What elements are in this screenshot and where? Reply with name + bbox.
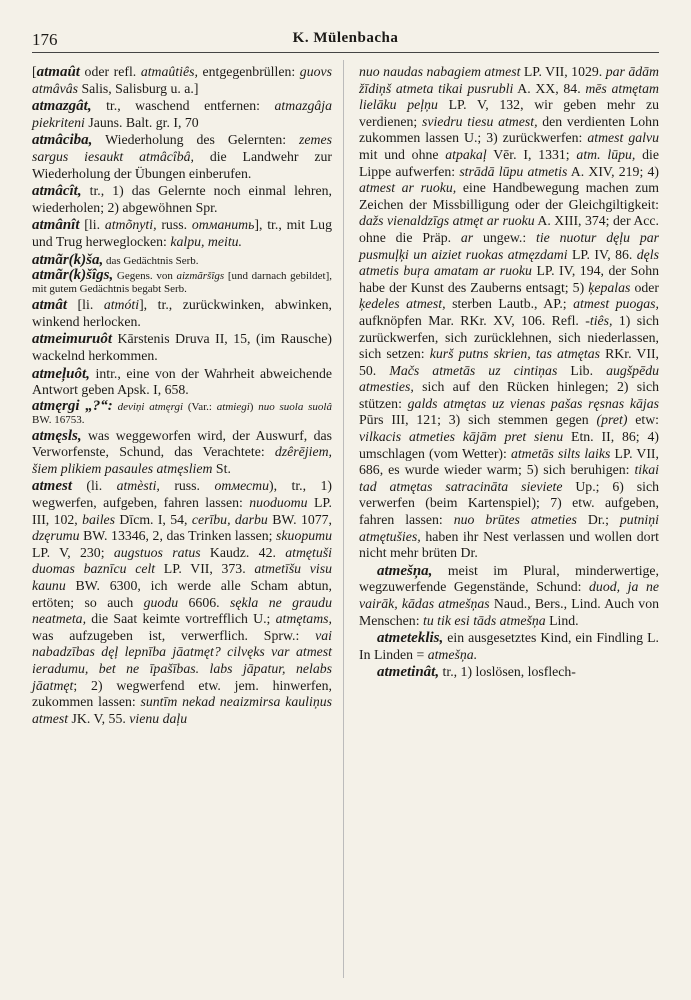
entry-text: [li. bbox=[67, 297, 104, 313]
entry-text: [ bbox=[32, 64, 37, 79]
entry-text: BW. 6300, ich werde alle Scham abtun, ertöten; so auch bbox=[32, 578, 332, 610]
entry-example: tie nuotur dęļu par pusmuļķi un aiziet ruokas atmęzdami bbox=[359, 229, 660, 262]
entry-example: zemes sargus iesaukt atmâcîbâ, bbox=[32, 132, 332, 164]
entry-text: Dīcm. I, 54, bbox=[115, 511, 192, 527]
entry-example: strādā lūpu atmetis bbox=[459, 163, 568, 179]
entry-example: bailes bbox=[82, 511, 116, 527]
entry-example: aizmãršîgs bbox=[176, 270, 225, 283]
entry-text: den verdienten Lohn zukommen lassen U.; 3) zurückwerfen: bbox=[359, 113, 659, 146]
entry-headword: atmazgât, bbox=[32, 98, 92, 115]
dictionary-entry bbox=[32, 183, 332, 216]
entry-example: atmętuši duomas baznīcu celt bbox=[32, 544, 332, 577]
entry-text: (li. bbox=[72, 478, 117, 494]
entry-example: atmazgâja piekriteni bbox=[32, 98, 332, 130]
entry-example: kurš putns skrien, tas atmętas bbox=[429, 346, 600, 362]
entry-text: LP. VII, 1029. bbox=[520, 64, 606, 79]
entry-example: par ādām žīdiņš atmeta tikai pusrubli bbox=[359, 64, 659, 96]
entry-text: Etn. II, 86; 4) umschlagen (vom Wetter): bbox=[359, 429, 660, 461]
entry-example: cerību, darbu bbox=[191, 511, 268, 527]
entry-headword: atmeteklis, bbox=[377, 630, 444, 647]
entry-text: LP. V, 132, wir geben mehr zu verdienen; bbox=[359, 97, 659, 129]
entry-headword: atmęrgi „?“: bbox=[32, 397, 113, 414]
entry-example: skuopumu bbox=[276, 528, 332, 544]
entry-text: LP. VII, 686, es wurde wieder warm; 5) sich beruhigen: bbox=[359, 445, 659, 478]
entry-headword: atmešņa, bbox=[377, 562, 433, 579]
entry-text: (Var.: bbox=[183, 400, 217, 413]
entry-example: nuo suola suolâ bbox=[258, 400, 332, 413]
entry-text: entgegenbrüllen: bbox=[197, 64, 300, 79]
left-column bbox=[32, 64, 332, 728]
entry-example: atmaûtiês, bbox=[140, 64, 198, 79]
entry-example: nuoduomu bbox=[249, 495, 308, 511]
entry-example: vienu daļu bbox=[129, 710, 188, 726]
entry-example: tikai tad atmętas satracināta sieviete bbox=[359, 462, 659, 494]
entry-text: mit und ohne bbox=[359, 146, 446, 162]
entry-text: Naud., Bers., Lind. Auch von Menschen: bbox=[359, 596, 659, 628]
entry-headword: atmetinât, bbox=[377, 664, 440, 681]
entry-headword: atmeimuruôt bbox=[32, 331, 113, 348]
entry-example: kalpu, meitu. bbox=[170, 233, 242, 249]
entry-text: Gegens. von bbox=[113, 270, 177, 283]
entry-example: atmętams, bbox=[275, 611, 332, 627]
entry-example: putniņi atmętušies, bbox=[359, 512, 659, 544]
entry-text: tr., waschend entfernen: bbox=[91, 98, 275, 114]
entry-example: atmóti bbox=[103, 297, 140, 313]
entry-example: отмести bbox=[214, 478, 270, 494]
entry-example: duod, ja ne vairāk, kādas atmešņas bbox=[359, 579, 660, 611]
entry-text: LP. V, 230; bbox=[32, 544, 114, 560]
entry-text: russ. bbox=[156, 217, 192, 233]
dictionary-entry bbox=[32, 428, 332, 478]
entry-text: 1) sich zurückwerfen, sich zurücklehnen, sich niederlassen, sich setzen: bbox=[359, 312, 659, 362]
entry-headword: atmãr(k)šîgs, bbox=[32, 267, 114, 284]
entry-text: Lind. bbox=[545, 612, 579, 628]
entry-example: atpakaļ bbox=[445, 146, 487, 162]
entry-example: augšpēdu atmesties, bbox=[359, 362, 659, 395]
entry-text: JK. V, 55. bbox=[68, 710, 130, 726]
entry-text: BW. 13346, 2, das Trinken lassen; bbox=[79, 528, 277, 544]
entry-text: Kaudz. 42. bbox=[200, 544, 286, 560]
entry-example: ar bbox=[460, 229, 474, 245]
text-columns bbox=[32, 64, 659, 728]
entry-text: Dr.; bbox=[576, 512, 620, 528]
entry-example: Mačs atmetās uz cintiņas bbox=[389, 362, 558, 378]
entry-text: russ. bbox=[159, 478, 215, 494]
entry-example: sviedru tiesu atmest, bbox=[421, 113, 538, 129]
entry-text: ) bbox=[249, 400, 259, 413]
entry-text: A. XIV, 219; 4) bbox=[567, 163, 659, 179]
dictionary-entry bbox=[32, 366, 332, 399]
entry-example: tu tik esi tāds atmešņa bbox=[423, 612, 546, 628]
dictionary-entry bbox=[359, 630, 659, 663]
entry-text: ein ausgesetztes Kind, ein Findling L. In Linden = bbox=[359, 630, 659, 662]
entry-text: was weggeworfen wird, der Auswurf, das Verworfenste, Schund, das Verachtete: bbox=[32, 427, 332, 460]
entry-headword: atmaût bbox=[36, 64, 80, 80]
entry-text: A. XIII, 374; der Acc. ohne die Präp. bbox=[359, 213, 659, 245]
entry-text: Kārstenis Druva II, 15, (im Rausche) wackelnd herkommen. bbox=[32, 331, 332, 363]
entry-text: LP. III, 102, bbox=[32, 495, 332, 527]
dictionary-entry bbox=[32, 269, 332, 296]
entry-example: suntīm nekad neaizmirsa kauliņus atmest bbox=[32, 694, 332, 726]
entry-text: oder bbox=[630, 279, 659, 295]
entry-example: mēs atmętam lielāku peļņu bbox=[359, 80, 659, 113]
entry-example: dažs vienaldzīgs atmęt ar ruoku bbox=[359, 213, 535, 229]
entry-text: A. XX, 84. bbox=[513, 80, 586, 96]
entry-example: nuo naudas nabagiem atmest bbox=[359, 64, 521, 79]
entry-text: sterben Lautb., AP.; bbox=[445, 296, 574, 312]
entry-text: was aufzugeben ist, verwerflich. Sprw.: bbox=[32, 627, 316, 643]
dictionary-entry bbox=[32, 98, 332, 131]
entry-text: BW. 1077, bbox=[267, 511, 332, 527]
entry-text: ], tr., zurückwinken, abwinken, winkend herlocken. bbox=[32, 297, 332, 329]
entry-example: dzêrējiem, šiem plikiem pasaules atmęsliem bbox=[32, 444, 332, 476]
entry-headword: atmât bbox=[32, 297, 68, 314]
entry-text: [und darnach gebildet], mit gutem Gedächtnis begabt Serb. bbox=[32, 270, 332, 296]
entry-example: ķedeles atmest, bbox=[359, 296, 446, 312]
dictionary-entry bbox=[32, 478, 332, 727]
entry-example: atmetās silts laiks bbox=[510, 445, 611, 461]
running-head: K. Mülenbacha bbox=[292, 30, 399, 46]
entry-text: tr., 1) das Gelernte noch einmal lehren, wiederholen; 2) abgewöhnen Spr. bbox=[32, 183, 332, 215]
entry-text: intr., eine von der Wahrheit abweichende Antwort geben Apsk. I, 658. bbox=[32, 365, 332, 398]
entry-text: BW. 16753. bbox=[32, 413, 85, 426]
entry-example: augstuos ratus bbox=[113, 544, 201, 560]
entry-example: отманить bbox=[191, 217, 255, 233]
entry-example: guovs atmâvâs bbox=[32, 64, 332, 96]
entry-text: Wiederholung des Gelernten: bbox=[92, 132, 300, 148]
entry-text: ], tr., mit Lug und Trug herweglocken: bbox=[32, 217, 332, 249]
page-number: 176 bbox=[32, 30, 58, 49]
entry-example: atmešņa. bbox=[427, 646, 478, 662]
entry-example: atmest puogas, bbox=[573, 296, 659, 312]
entry-example: atmest galvu bbox=[587, 130, 659, 146]
entry-example: galds atmętas uz vienas pašas ręsnas kājas bbox=[407, 395, 659, 411]
entry-headword: atmãr(k)ša, bbox=[32, 251, 104, 268]
entry-text: 6606. bbox=[178, 594, 230, 610]
dictionary-entry bbox=[32, 252, 332, 269]
entry-text: haben ihr Nest verlassen und wollen dort nicht mehr brüten Dr. bbox=[359, 528, 659, 561]
entry-example: vilkacis atmeties kājām pret sienu bbox=[359, 429, 564, 445]
entry-example: atmetīšu visu kaunu bbox=[32, 561, 332, 594]
entry-text: tr., 1) loslösen, losflech- bbox=[439, 664, 576, 680]
entry-text: [li. bbox=[79, 217, 105, 233]
right-column bbox=[359, 64, 659, 728]
dictionary-entry bbox=[32, 132, 332, 182]
entry-text: St. bbox=[212, 460, 231, 476]
dictionary-entry bbox=[32, 397, 332, 427]
entry-text: aufknöpfen Mar. RKr. XV, 106. Refl. bbox=[359, 312, 586, 328]
entry-headword: atmânît bbox=[32, 217, 80, 234]
entry-example: atmõnyti, bbox=[104, 217, 157, 233]
entry-example: vai nabadzības dęļ lepnība jāatmęt? cilvęks var atmest ieradumu, bet ne īpašības. labs jāpatur, nelabs jāatmęt bbox=[32, 627, 332, 693]
entry-example: sękla ne graudu neatmeta, bbox=[32, 594, 332, 627]
dictionary-entry bbox=[32, 217, 332, 250]
entry-headword: atmęsls, bbox=[32, 427, 82, 444]
entry-headword: atmest bbox=[32, 478, 72, 495]
dictionary-entry bbox=[32, 64, 332, 97]
entry-example: dzęrumu bbox=[32, 528, 80, 544]
entry-text: die Landwehr zur Wiederholung der Übungen einberufen. bbox=[32, 148, 332, 181]
entry-example: atm. lūpu, bbox=[576, 146, 636, 162]
entry-headword: atmâcît, bbox=[32, 183, 82, 200]
entry-text: sich auf den Rücken hinlegen; 2) sich stützen: bbox=[359, 379, 659, 411]
entry-text: die Lippe aufwerfen: bbox=[359, 146, 659, 179]
entry-example: -tiês, bbox=[585, 312, 613, 328]
entry-text: Salis, Salisburg u. a.] bbox=[78, 80, 199, 96]
page-header bbox=[32, 30, 659, 53]
entry-example: (pret) bbox=[596, 412, 628, 428]
entry-text: Jauns. Balt. gr. I, 70 bbox=[84, 114, 199, 130]
dictionary-entry bbox=[359, 664, 659, 681]
entry-text: die Saat keimte vortrefflich U.; bbox=[86, 611, 276, 627]
dictionary-entry bbox=[32, 297, 332, 330]
entry-example: dęls atmetis buŗa amatam ar ruoku bbox=[359, 246, 659, 279]
entry-text: Vēr. I, 1331; bbox=[486, 146, 577, 162]
entry-text: eine Handbewegung machen zum Zeichen der Missbilligung oder der Gleichgiltigkeit: bbox=[359, 180, 659, 212]
dictionary-entry bbox=[359, 64, 659, 562]
entry-text: das Gedächtnis Serb. bbox=[103, 254, 199, 267]
entry-example: ķepalas bbox=[588, 279, 631, 295]
entry-text: oder refl. bbox=[79, 64, 141, 79]
entry-text: Pūrs III, 121; 3) sich stemmen gegen bbox=[359, 412, 597, 428]
entry-headword: atmâciba, bbox=[32, 132, 93, 149]
entry-text: LP. VII, 373. bbox=[155, 561, 255, 577]
entry-text: ungew.: bbox=[473, 229, 537, 245]
entry-text: etw: bbox=[627, 412, 659, 428]
entry-text: LP. IV, 194, der Sohn habe der Kunst des Zauberns entsagt; 5) bbox=[359, 263, 660, 295]
entry-text: meist im Plural, minderwertige, wegzuwerfende Gegenstände, Schund: bbox=[359, 562, 659, 595]
entry-text: Up.; 6) sich verwerfen (beim Kartenspiel); 7) etw. aufgeben, fahren lassen: bbox=[359, 478, 659, 528]
entry-text: Lib. bbox=[557, 362, 607, 378]
entry-example: atmiegi bbox=[216, 400, 250, 413]
entry-text: ; 2) wegwerfend etw. jem. hinwerfen, zukommen lassen: bbox=[32, 677, 332, 710]
dictionary-entry bbox=[359, 563, 659, 629]
entry-example: deviņi atmęrgi bbox=[112, 400, 184, 413]
entry-headword: atmeļuôt, bbox=[32, 365, 90, 382]
entry-text: RKr. VII, 50. bbox=[359, 346, 659, 378]
entry-example: atmest ar ruoku, bbox=[359, 180, 457, 196]
entry-text: LP. IV, 86. bbox=[567, 246, 637, 262]
dictionary-entry bbox=[32, 331, 332, 364]
entry-example: guodu bbox=[143, 594, 179, 610]
entry-example: atmèsti, bbox=[116, 478, 160, 494]
entry-example: nuo brūtes atmeties bbox=[453, 512, 577, 528]
entry-text: ), tr., 1) wegwerfen, aufgeben, fahren lassen: bbox=[32, 478, 333, 511]
